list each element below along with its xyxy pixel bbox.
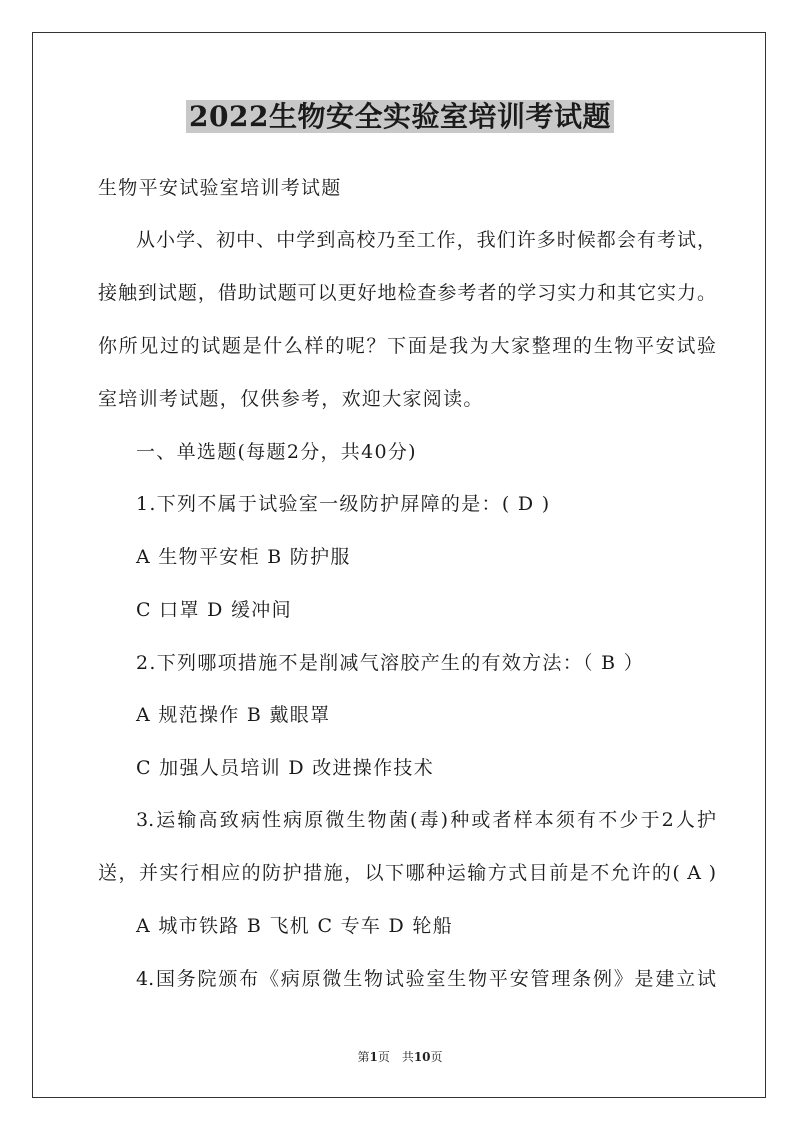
question-3-options: A 城市铁路 B 飞机 C 专车 D 轮船 xyxy=(136,915,454,937)
intro-line-2: 接触到试题，借助试题可以更好地检查参考者的学习实力和其它实力。 xyxy=(98,282,716,304)
intro-line-3: 你所见过的试题是什么样的呢？下面是我为大家整理的生物平安试验 xyxy=(98,335,716,357)
question-1-options-cd: C 口罩 D 缓冲间 xyxy=(136,599,292,621)
page-label-suffix: 页 xyxy=(430,1050,443,1064)
intro-line-1: 从小学、初中、中学到高校乃至工作，我们许多时候都会有考试， xyxy=(136,229,716,251)
question-2-options-ab: A 规范操作 B 戴眼罩 xyxy=(136,704,331,726)
question-3-line-1: 3.运输高致病性病原微生物菌(毒)种或者样本须有不少于2人护 xyxy=(136,809,716,831)
question-1: 1.下列不属于试验室一级防护屏障的是：( D ) xyxy=(136,493,551,515)
page-label-mid: 页 共 xyxy=(377,1050,414,1064)
question-3-line-2: 送，并实行相应的防护措施，以下哪种运输方式目前是不允许的( A ) xyxy=(98,862,716,884)
question-4-line-1: 4.国务院颁布《病原微生物试验室生物平安管理条例》是建立试 xyxy=(136,968,716,990)
document-title xyxy=(0,97,800,137)
page-label-prefix: 第 xyxy=(357,1050,370,1064)
page-footer xyxy=(0,1049,800,1065)
total-page-count: 10 xyxy=(413,1050,431,1064)
question-1-options-ab: A 生物平安柜 B 防护服 xyxy=(136,546,351,568)
document-title-text: 2022生物安全实验室培训考试题 xyxy=(186,100,614,133)
question-2-options-cd: C 加强人员培训 D 改进操作技术 xyxy=(136,757,434,779)
subtitle: 生物平安试验室培训考试题 xyxy=(98,177,342,199)
section-heading: 一、单选题(每题2分，共40分) xyxy=(136,441,417,463)
intro-line-4: 室培训考试题，仅供参考，欢迎大家阅读。 xyxy=(98,388,484,410)
question-2: 2.下列哪项措施不是削减气溶胶产生的有效方法：（ B ） xyxy=(136,652,645,674)
current-page-number: 1 xyxy=(369,1050,378,1064)
